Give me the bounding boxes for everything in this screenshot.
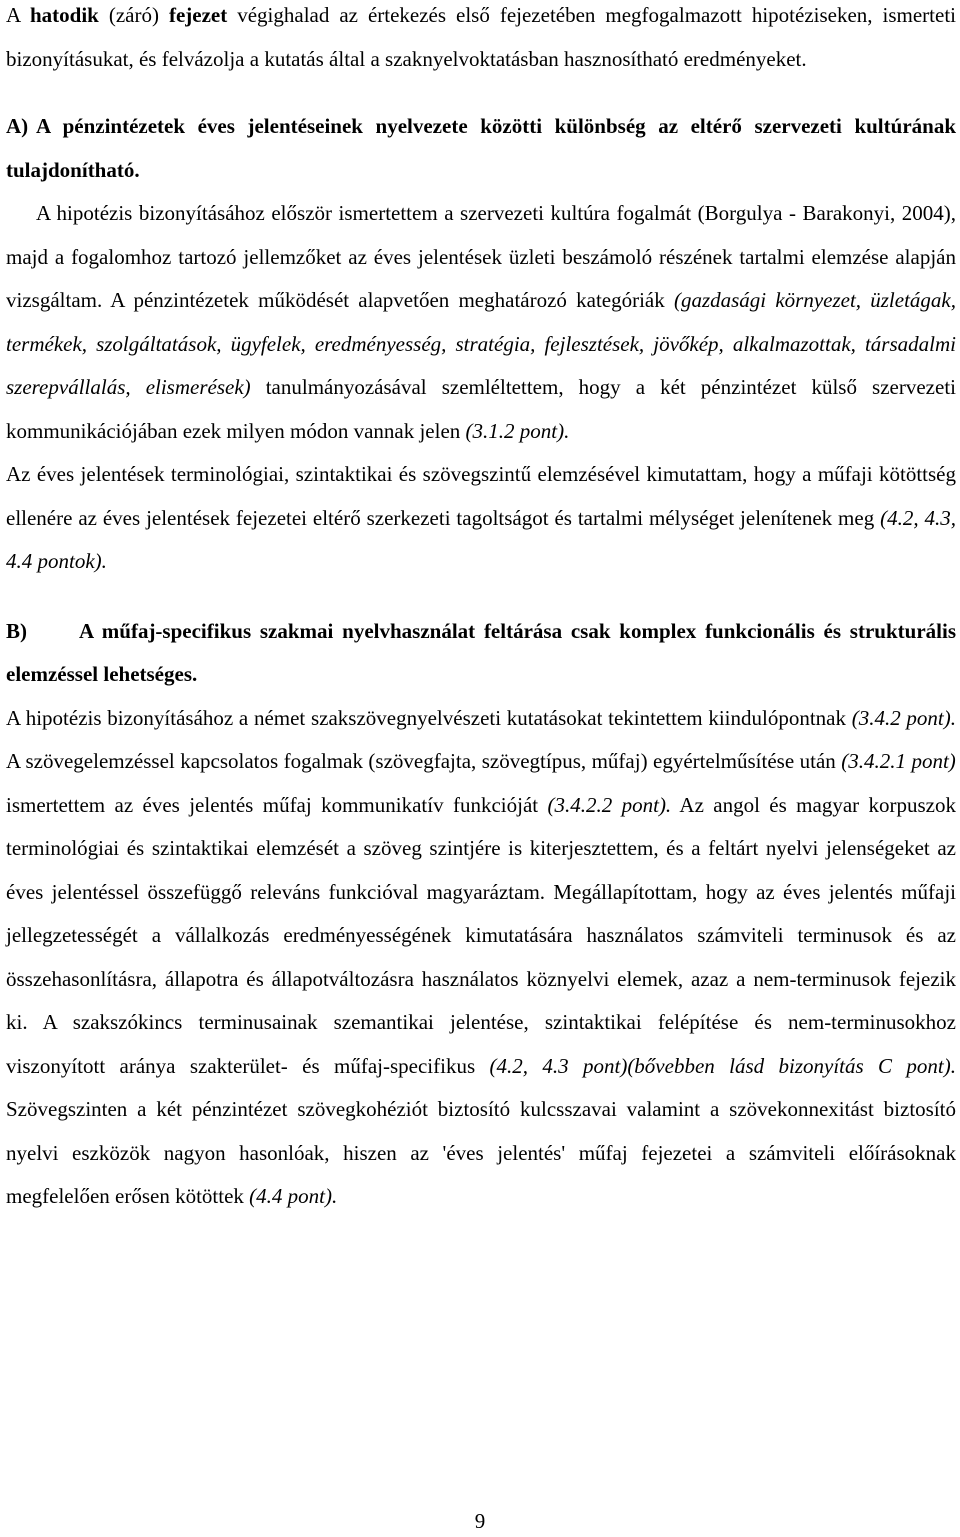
section-a-paragraph-1: A hipotézis bizonyításához először ismertettem a szervezeti kultúra fogalmát (Borgulya - Barakonyi, 2004), majd a fogalomhoz tartozó jellemzőket az éves jelentések üzleti beszámoló részének tartalmi elemzése alapján vizsgáltam. A pénzintézetek működését alapvetően meghatározó kategóriák (gazdasági környezet, üzletágak, termékek, szolgáltatások, ügyfelek, eredményesség, stratégia, fejlesztések, jövőkép, alkalmazottak, társadalmi szerepvállalás, elismerések) tanulmányozásával szemléltettem, hogy a két pénzintézet külső szervezeti kommunikációjában ezek milyen módon vannak jelen (3.1.2 pont). xyxy=(6,201,956,443)
page-number: 9 xyxy=(474,1509,486,1533)
section-b-heading xyxy=(6,610,956,697)
intro-bold-fejezet: fejezet xyxy=(168,3,228,27)
document-page xyxy=(6,0,956,1219)
spacer xyxy=(6,584,956,610)
intro-bold-hatodik: hatodik xyxy=(30,3,99,27)
section-a-heading xyxy=(6,105,956,192)
section-a-paragraph-2: Az éves jelentések terminológiai, szintaktikai és szövegszintű elemzésével kimutattam, hogy a műfaji kötöttség ellenére az éves jelentések fejezetei eltérő szerkezeti tagoltságot és tartalmi mélységet jelenítenek meg (4.2, 4.3, 4.4 pontok). xyxy=(6,462,956,573)
section-b-title: A műfaj-specifikus szakmai nyelvhasználat feltárása csak komplex funkcionális és strukturális elemzéssel lehetséges. xyxy=(6,618,956,686)
intro-paragraph: A hatodik (záró) fejezet végighalad az értekezés első fejezetében megfogalmazott hipotéziseken, ismerteti bizonyításukat, és felvázolja a kutatás által a szaknyelvoktatásban hasznosítható eredményeket. xyxy=(6,3,957,71)
section-b-label: B) xyxy=(6,618,27,643)
section-a-title: A pénzintézetek éves jelentéseinek nyelvezete közötti különbség az eltérő szervezeti kultúrának tulajdonítható. xyxy=(6,114,956,182)
spacer xyxy=(6,81,956,105)
section-b-paragraph-1: A hipotézis bizonyításához a német szakszövegnyelvészeti kutatásokat tekintettem kiindulópontnak (3.4.2 pont). A szövegelemzéssel kapcsolatos fogalmak (szövegfajta, szövegtípus, műfaj) egyértelműsítése után (3.4.2.1 pont) ismertettem az éves jelentés műfaj kommunikatív funkcióját (3.4.2.2 pont). Az angol és magyar korpuszok terminológiai és szintaktikai elemzését a szöveg szintjére is kiterjesztettem, és a feltárt nyelvi jelenségeket az éves jelentéssel összefüggő releváns funkcióval magyaráztam. Megállapítottam, hogy az éves jelentés műfaji jellegzetességét a vállalkozás eredményességének kimutatására használatos számviteli terminusok és az összehasonlításra, állapotra és állapotváltozásra használatos köznyelvi elemek, azaz a nem-terminusok fejezik ki. A szakszókincs terminusainak szemantikai jelentése, szintaktikai felépítése és nem-terminusokhoz viszonyított aránya szakterület- és műfaj-specifikus (4.2, 4.3 pont)(bővebben lásd bizonyítás C pont). Szövegszinten a két pénzintézet szövegkohéziót biztosító kulcsszavai valamint a szövekonnexitást biztosító nyelvi eszközök nagyon hasonlóak, hiszen az 'éves jelentés' műfaj fejezetei a számviteli előírásoknak megfelelően erősen kötöttek (4.4 pont). xyxy=(6,705,957,1208)
section-a-label: A) xyxy=(6,114,29,138)
